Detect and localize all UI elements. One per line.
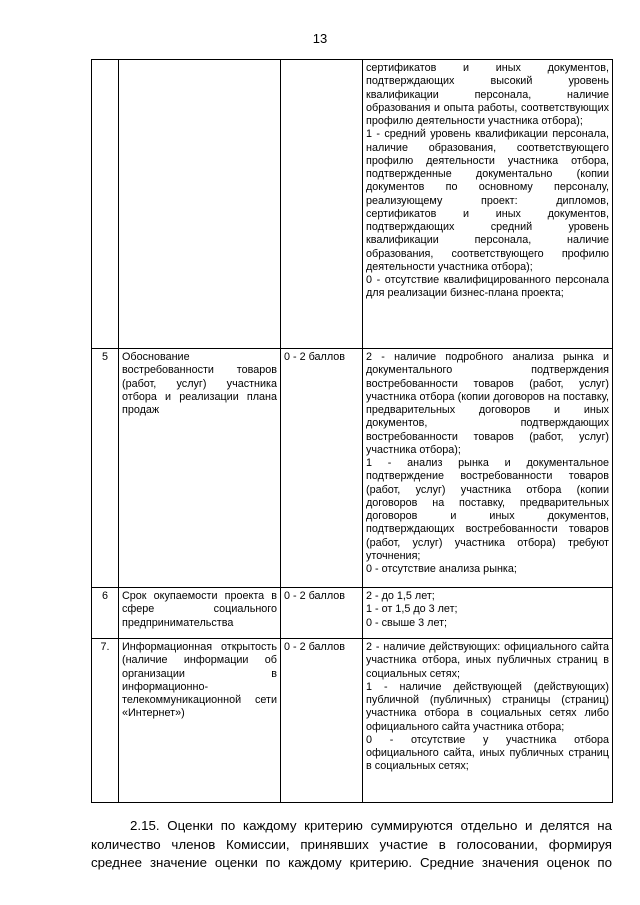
- table-row: [92, 639, 613, 803]
- description-paragraph: 2 - наличие подробного анализа рынка и документального подтверждения востребованности товаров (работ, услуг) участника отбора (копии договоров на поставку, предварительных договоров и иных документов, подтверждающих востребованности товаров (работ, услуг) участника отбора);: [366, 351, 609, 456]
- criterion-name: [119, 60, 281, 349]
- description-paragraph: 0 - отсутствие анализа рынка;: [366, 563, 517, 575]
- description-paragraph: 1 - средний уровень квалификации персонала, наличие образования, соответствующего профилю деятельности участника отбора, подтвержденные документально (копии документов по основному персоналу, реализующему проект: дипломов, сертификатов и иных документов, подтверждающих средний уровень квалификации персонала, наличие образования, соответствующего профилю деятельности участника отбора);: [366, 128, 609, 273]
- paragraph-line: среднее значение оценки по каждому критерию. Средние значения оценок по: [91, 855, 612, 870]
- criterion-description: [363, 588, 613, 639]
- criterion-name: Обоснование востребованности товаров (работ, услуг) участника отбора и реализации плана продаж: [119, 349, 281, 588]
- criterion-description: [363, 349, 613, 588]
- score-range: 0 - 2 баллов: [281, 588, 363, 639]
- score-range: 0 - 2 баллов: [281, 639, 363, 803]
- criterion-description: [363, 60, 613, 349]
- description-paragraph: 1 - анализ рынка и документальное подтверждение востребованности товаров (работ, услуг) участника отбора (копии договоров на поставку, предварительных договоров и иных документов, подтверждающих востребованности товаров (работ, услуг) участника отбора) требуют уточнения;: [366, 457, 609, 562]
- score-range: [281, 60, 363, 349]
- score-range: 0 - 2 баллов: [281, 349, 363, 588]
- paragraph-line: количество членов Комиссии, принявших участие в голосовании, формируя: [91, 836, 612, 852]
- row-number: 5: [92, 349, 119, 588]
- table-row: [92, 60, 613, 349]
- description-paragraph: сертификатов и иных документов, подтверждающих высокий уровень квалификации персонала, наличие образования и опыта работы, соответствующих профилю деятельности участника отбора);: [366, 62, 609, 127]
- body-paragraph: [91, 817, 612, 873]
- description-paragraph: 2 - наличие действующих: официального сайта участника отбора, иных публичных страниц в социальных сетях;: [366, 641, 609, 680]
- table-row: [92, 588, 613, 639]
- criteria-table: [91, 59, 613, 803]
- row-number: 6: [92, 588, 119, 639]
- description-paragraph: 1 - наличие действующей (действующих) публичной (публичных) страницы (страниц) участника отбора в социальных сетях либо официального сайта участника отбора;: [366, 680, 609, 733]
- description-paragraph: 0 - свыше 3 лет;: [366, 616, 448, 629]
- row-number: [92, 60, 119, 349]
- table-row: [92, 349, 613, 588]
- page-number: 13: [312, 31, 328, 46]
- criterion-description: [363, 639, 613, 803]
- description-paragraph: 0 - отсутствие у участника отбора официального сайта, иных публичных страниц в социальных сетях;: [366, 733, 609, 773]
- criterion-name: Информационная открытость (наличие информации об организации в информационно-телекоммуникационной сети «Интернет»): [119, 639, 281, 803]
- criterion-name: Срок окупаемости проекта в сфере социального предпринимательства: [119, 588, 281, 639]
- row-number: 7.: [92, 639, 119, 803]
- description-paragraph: 1 - от 1,5 до 3 лет;: [366, 603, 458, 616]
- paragraph-line: 2.15. Оценки по каждому критерию суммируются отдельно и делятся на: [130, 818, 612, 833]
- description-paragraph: 0 - отсутствие квалифицированного персонала для реализации бизнес-плана проекта;: [366, 274, 609, 300]
- description-paragraph: 2 - до 1,5 лет;: [366, 590, 435, 602]
